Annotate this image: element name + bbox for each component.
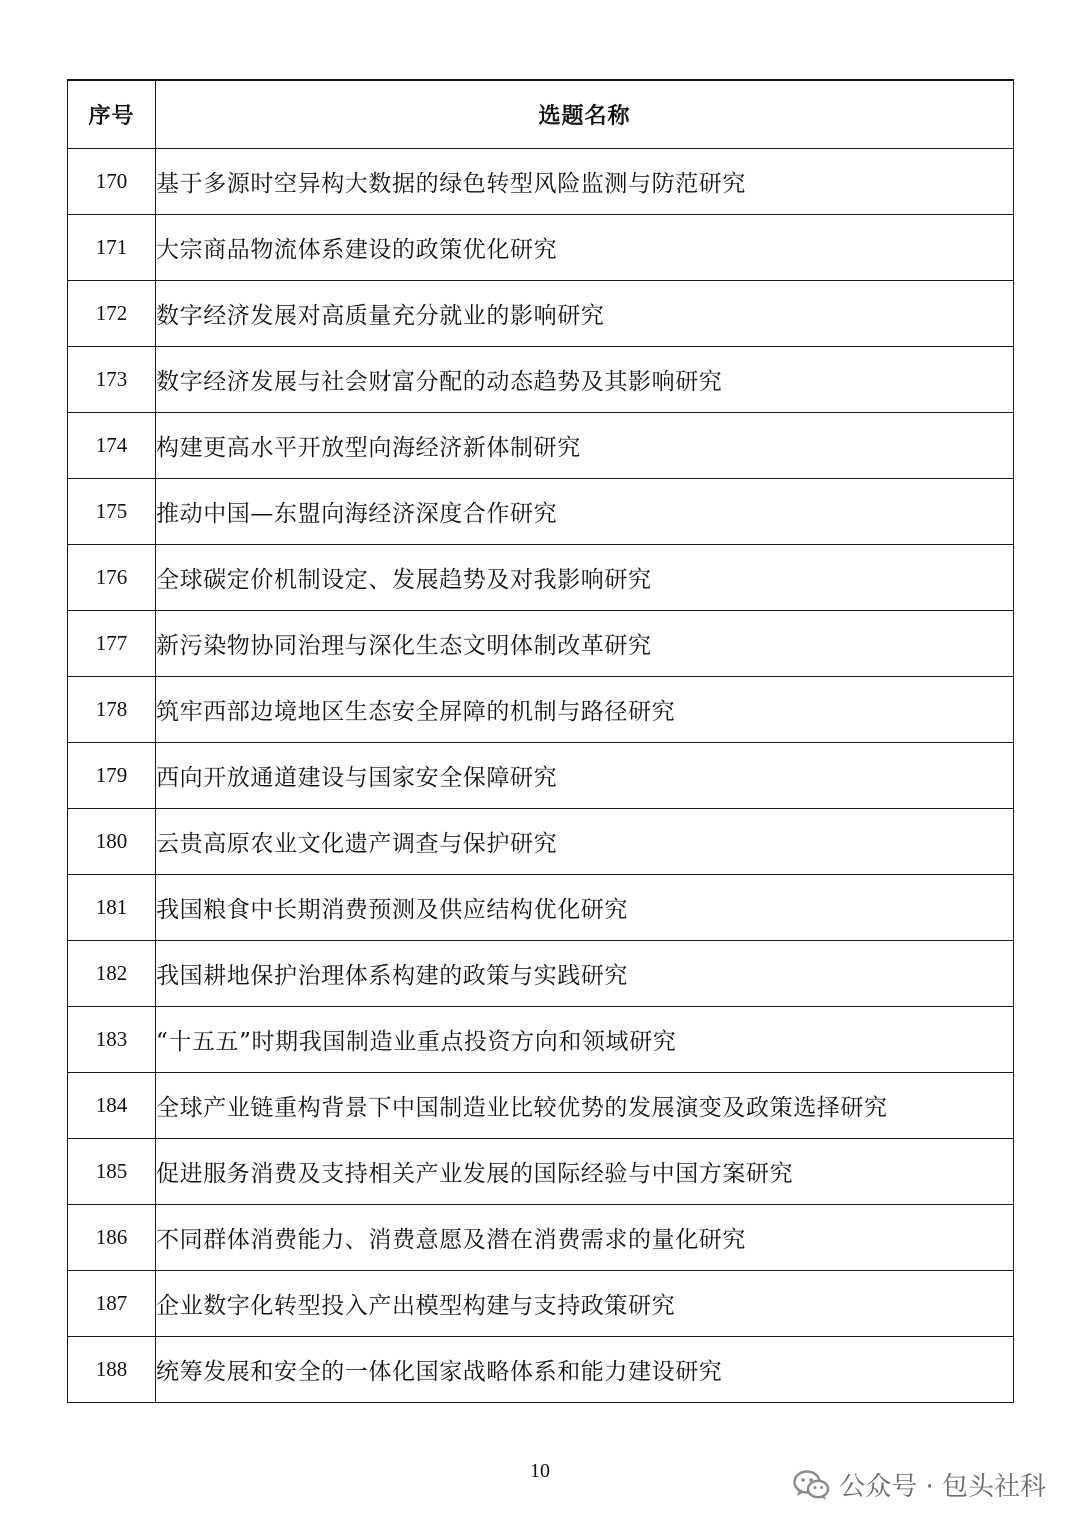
topic-name: 大宗商品物流体系建设的政策优化研究 [156,214,1014,280]
topic-name: 统筹发展和安全的一体化国家战略体系和能力建设研究 [156,1336,1014,1402]
row-number: 185 [68,1138,156,1204]
row-number: 182 [68,940,156,1006]
row-number: 178 [68,676,156,742]
topic-name: “十五五”时期我国制造业重点投资方向和领域研究 [156,1006,1014,1072]
table-row [68,346,1014,412]
topic-name: 不同群体消费能力、消费意愿及潜在消费需求的量化研究 [156,1204,1014,1270]
table-row [68,478,1014,544]
row-number: 188 [68,1336,156,1402]
topic-name: 企业数字化转型投入产出模型构建与支持政策研究 [156,1270,1014,1336]
table-row [68,412,1014,478]
table-row [68,808,1014,874]
topic-name: 西向开放通道建设与国家安全保障研究 [156,742,1014,808]
table-row [68,1072,1014,1138]
topic-name: 数字经济发展对高质量充分就业的影响研究 [156,280,1014,346]
row-number: 175 [68,478,156,544]
topic-name: 全球碳定价机制设定、发展趋势及对我影响研究 [156,544,1014,610]
table-header-row [68,80,1014,148]
topic-name: 推动中国—东盟向海经济深度合作研究 [156,478,1014,544]
topics-table [67,79,1014,1403]
table-row [68,742,1014,808]
topic-name: 数字经济发展与社会财富分配的动态趋势及其影响研究 [156,346,1014,412]
table-row [68,874,1014,940]
table-row [68,1138,1014,1204]
header-topic-name: 选题名称 [156,80,1014,148]
row-number: 171 [68,214,156,280]
row-number: 172 [68,280,156,346]
table-row [68,610,1014,676]
header-number: 序号 [68,80,156,148]
row-number: 181 [68,874,156,940]
row-number: 173 [68,346,156,412]
watermark [793,1466,1046,1503]
topic-name: 筑牢西部边境地区生态安全屏障的机制与路径研究 [156,676,1014,742]
table-row [68,1006,1014,1072]
topic-name: 全球产业链重构背景下中国制造业比较优势的发展演变及政策选择研究 [156,1072,1014,1138]
table-row [68,676,1014,742]
row-number: 170 [68,148,156,214]
row-number: 184 [68,1072,156,1138]
row-number: 186 [68,1204,156,1270]
row-number: 174 [68,412,156,478]
topic-name: 新污染物协同治理与深化生态文明体制改革研究 [156,610,1014,676]
topic-name: 基于多源时空异构大数据的绿色转型风险监测与防范研究 [156,148,1014,214]
row-number: 180 [68,808,156,874]
row-number: 177 [68,610,156,676]
topic-name: 我国耕地保护治理体系构建的政策与实践研究 [156,940,1014,1006]
table-row [68,1270,1014,1336]
topic-name: 构建更高水平开放型向海经济新体制研究 [156,412,1014,478]
topic-name: 云贵高原农业文化遗产调查与保护研究 [156,808,1014,874]
topic-name: 我国粮食中长期消费预测及供应结构优化研究 [156,874,1014,940]
topic-name: 促进服务消费及支持相关产业发展的国际经验与中国方案研究 [156,1138,1014,1204]
table-row [68,214,1014,280]
watermark-text: 公众号 · 包头社科 [839,1472,1046,1502]
table-row [68,544,1014,610]
topics-table-container [67,79,1013,1403]
table-body [68,148,1014,1402]
table-row [68,1336,1014,1402]
table-row [68,1204,1014,1270]
row-number: 179 [68,742,156,808]
row-number: 176 [68,544,156,610]
table-row [68,940,1014,1006]
page-number: 10 [530,1460,550,1482]
table-row [68,148,1014,214]
row-number: 187 [68,1270,156,1336]
row-number: 183 [68,1006,156,1072]
wechat-icon [793,1469,831,1501]
table-row [68,280,1014,346]
